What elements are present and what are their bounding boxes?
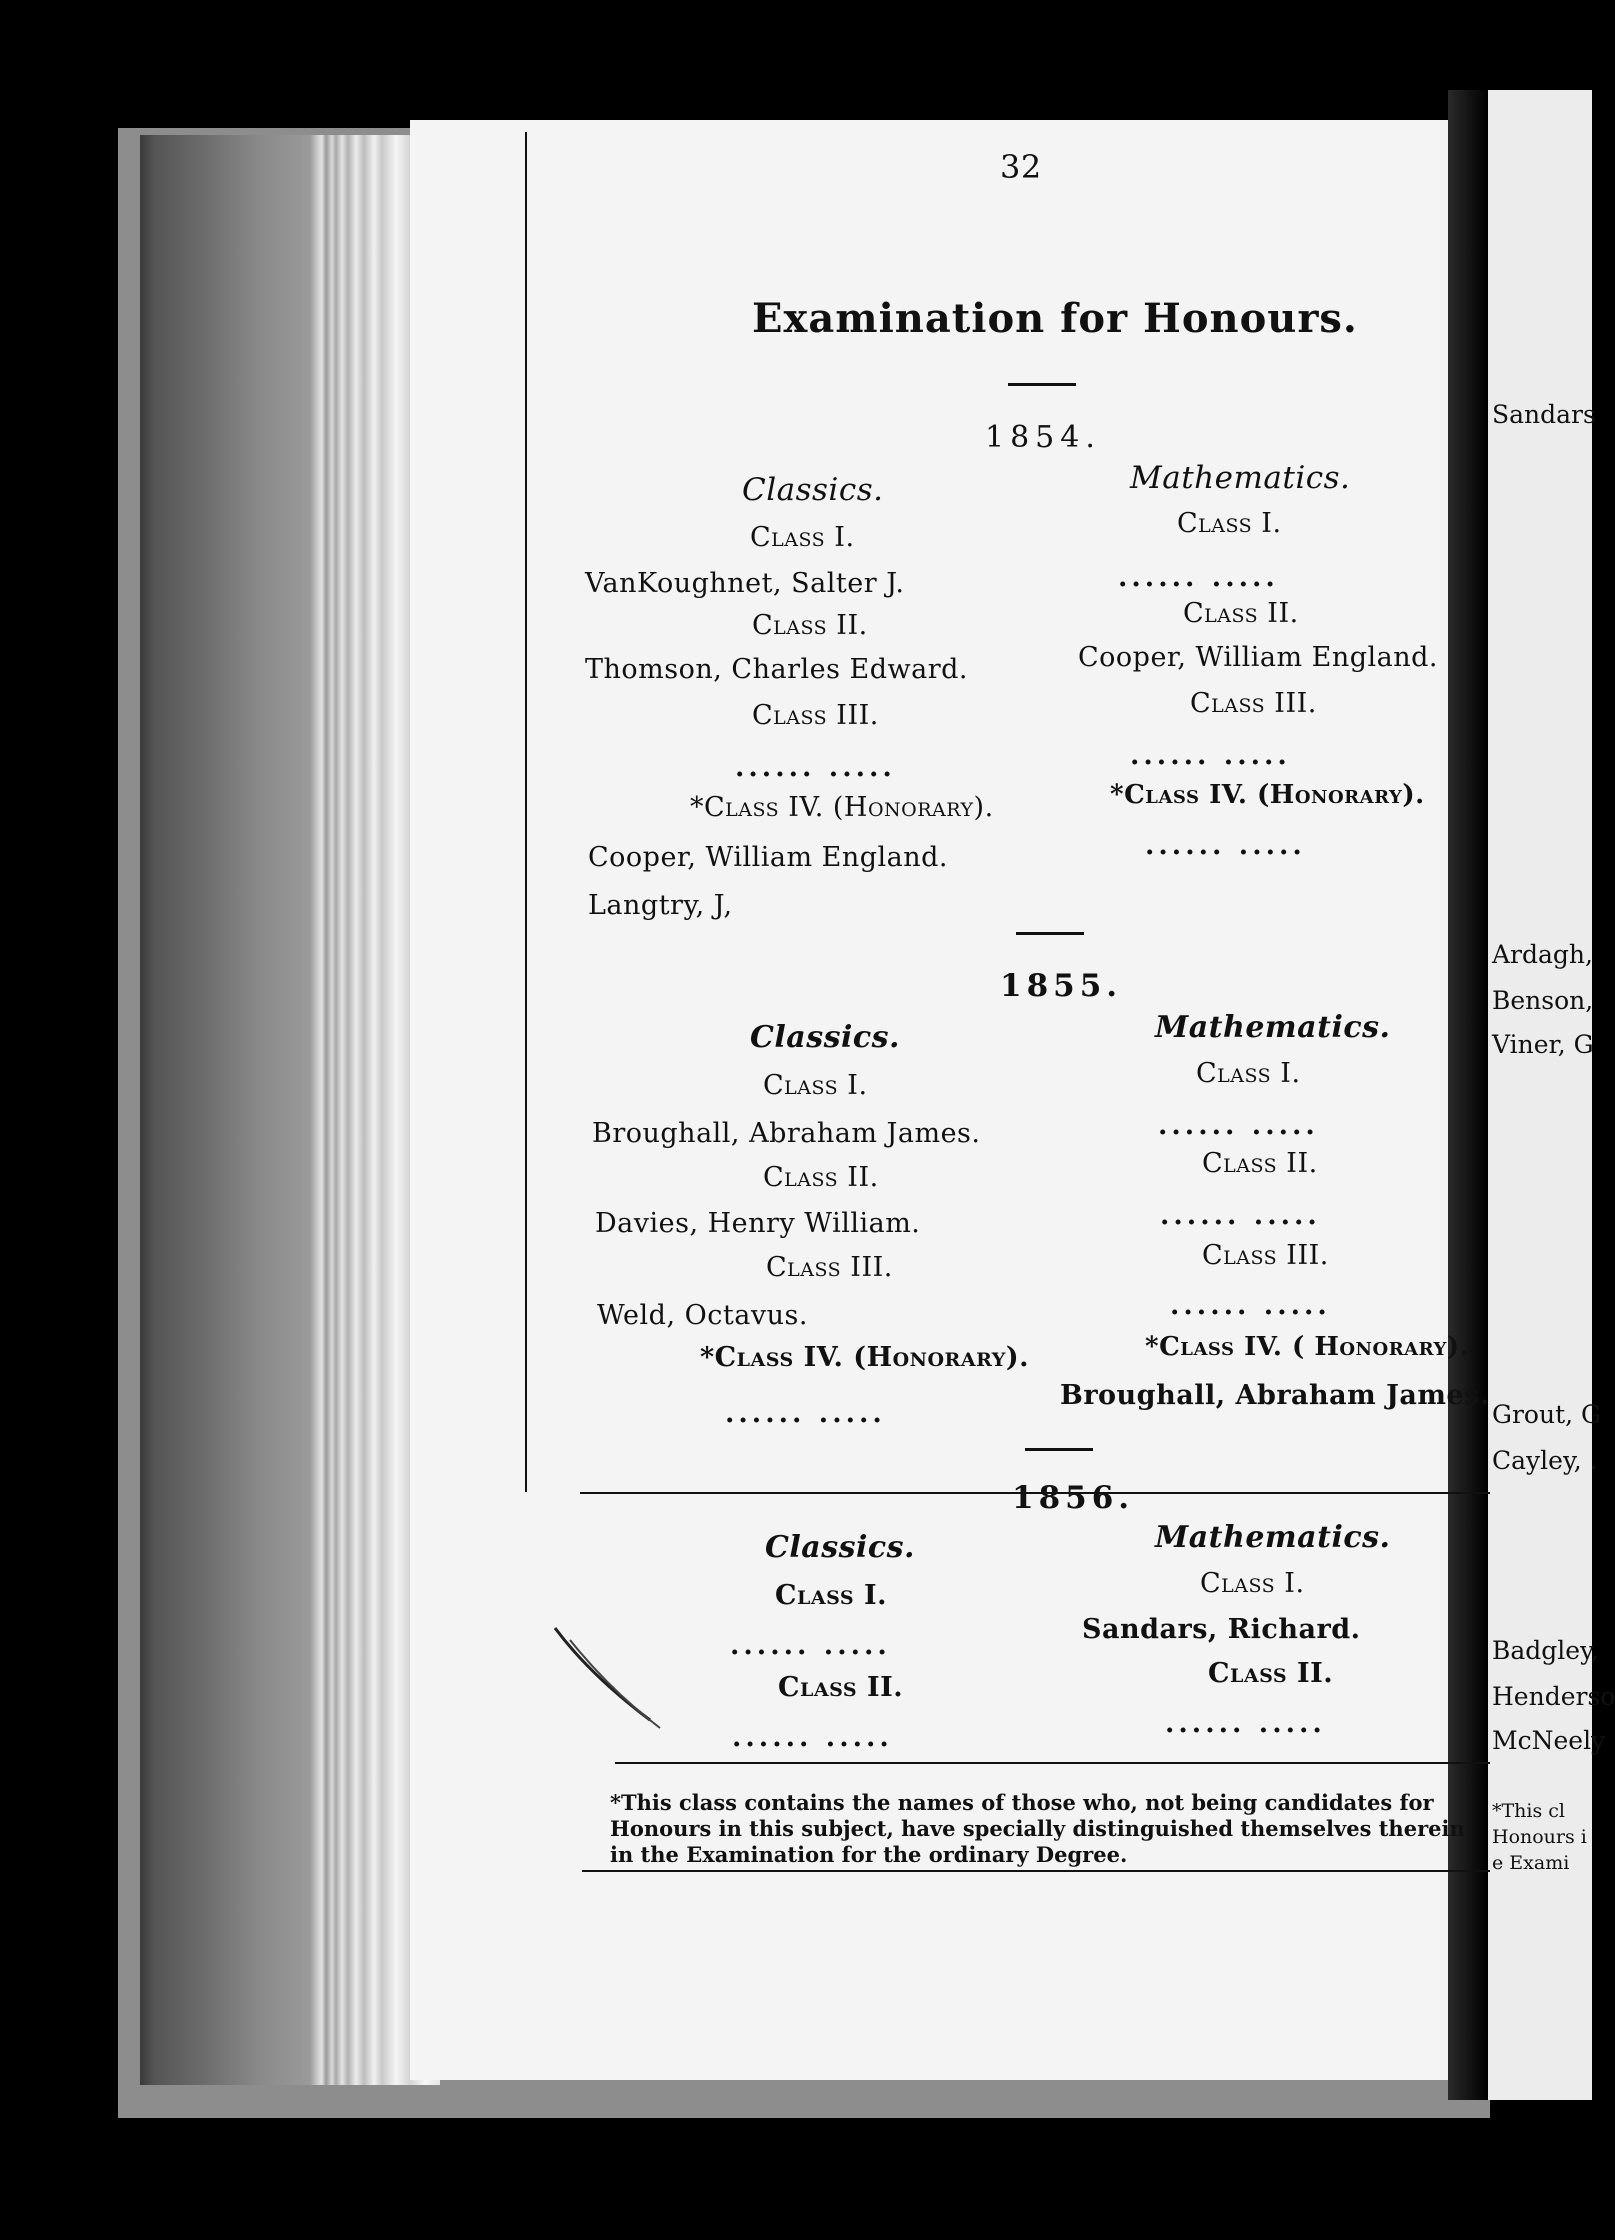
year-1855: 1855. [1000,968,1123,1004]
mathematics-heading-1856: Mathematics. [1155,1520,1391,1555]
math-1854-class2: Class II. [1183,598,1299,629]
mathematics-heading-1854: Mathematics. [1130,460,1351,496]
adjacent-fragment-2: Ardagh, [1492,940,1593,969]
classics-1855-class2: Class II. [763,1162,879,1193]
adjacent-fragment-6: Cayley, . [1492,1446,1598,1475]
math-1856-class1-name: Sandars, Richard. [1082,1614,1361,1645]
classics-1854-class2-name: Thomson, Charles Edward. [585,654,968,685]
rule-1855 [1025,1448,1093,1451]
page-right-partial [1488,90,1592,2100]
year-1856: 1856. [1012,1480,1135,1516]
classics-1855-class3: Class III. [766,1252,893,1283]
classics-1855-class1: Class I. [763,1070,868,1101]
math-1854-class3-name: ...... ..... [1130,740,1291,771]
classics-1854-class4-name-1: Cooper, William England. [588,842,949,873]
pencil-mark [550,1620,690,1740]
classics-heading-1855: Classics. [750,1020,900,1055]
mathematics-heading-1855: Mathematics. [1155,1010,1391,1045]
math-1854-class1-name: ...... ..... [1118,562,1279,593]
math-1856-class2: Class II. [1208,1658,1334,1689]
adjacent-fragment-11: Honours i [1492,1826,1587,1848]
classics-1856-class2-name: ...... ..... [732,1722,893,1753]
adjacent-fragment-7: Badgley, [1492,1636,1599,1665]
classics-1854-class4-label: *Class IV. (Honorary). [690,792,994,823]
math-1854-class4-name: ...... ..... [1145,830,1306,861]
footnote-rule [615,1762,1490,1764]
page-number: 32 [1000,148,1042,186]
adjacent-fragment-12: e Exami [1492,1852,1570,1874]
math-1855-class1: Class I. [1196,1058,1301,1089]
math-1855-class4-name: Broughall, Abraham James. [1060,1380,1490,1411]
adjacent-fragment-1: Sandars [1492,400,1596,429]
math-1855-class3-name: ...... ..... [1170,1290,1331,1321]
classics-heading-1854: Classics. [742,472,884,508]
page-bottom-rule [582,1870,1490,1872]
classics-1855-class3-name: Weld, Octavus. [597,1300,808,1331]
classics-1856-class1: Class I. [775,1580,888,1611]
year-1854: 1854. [985,420,1101,455]
classics-heading-1856: Classics. [765,1530,915,1565]
page-stack-edge [140,135,440,2085]
adjacent-fragment-9: McNeely [1492,1726,1606,1755]
classics-1854-class4-name-2: Langtry, J, [588,890,733,921]
math-1854-class1: Class I. [1177,508,1282,539]
adjacent-fragment-10: *This cl [1492,1800,1565,1822]
math-1855-class4: *Class IV. ( Honorary). [1145,1332,1470,1362]
math-1855-class1-name: ...... ..... [1158,1110,1319,1141]
classics-1854-class2: Class II. [752,610,868,641]
page-title: Examination for Honours. [752,295,1358,342]
math-1856-class2-name: ...... ..... [1165,1708,1326,1739]
classics-1854-class3: Class III. [752,700,879,731]
classics-1855-class1-name: Broughall, Abraham James. [592,1118,981,1149]
math-1854-class2-name: Cooper, William England. [1078,642,1439,673]
classics-1854-class4 [690,792,994,823]
adjacent-fragment-4: Viner, G [1492,1030,1594,1059]
math-1855-class2-name: ...... ..... [1160,1200,1321,1231]
classics-1856-class1-name: ...... ..... [730,1630,891,1661]
math-1855-class3: Class III. [1202,1240,1329,1271]
adjacent-fragment-8: Henderso [1492,1682,1615,1711]
math-1855-class2: Class II. [1202,1148,1318,1179]
classics-1854-class3-name: ...... ..... [735,752,896,783]
classics-1856-class2: Class II. [778,1672,904,1703]
classics-1855-class2-name: Davies, Henry William. [595,1208,921,1239]
adjacent-fragment-3: Benson, [1492,986,1594,1015]
footnote: *This class contains the names of those who, not being candidates for Honours in this subject, have specially distinguished themselves therein in the Examination for the ordinary Degree. [610,1790,1465,1867]
classics-1855-class4-name: ...... ..... [725,1398,886,1429]
math-1854-class4: *Class IV. (Honorary). [1110,780,1425,810]
classics-1855-class4: *Class IV. (Honorary). [700,1342,1030,1373]
classics-1854-class1-name: VanKoughnet, Salter J. [585,568,905,599]
title-rule [1008,383,1076,386]
math-1856-class1: Class I. [1200,1568,1305,1599]
math-1854-class3: Class III. [1190,688,1317,719]
classics-1854-class1: Class I. [750,522,855,553]
adjacent-fragment-5: Grout, G [1492,1400,1601,1429]
rule-1854 [1016,932,1084,935]
